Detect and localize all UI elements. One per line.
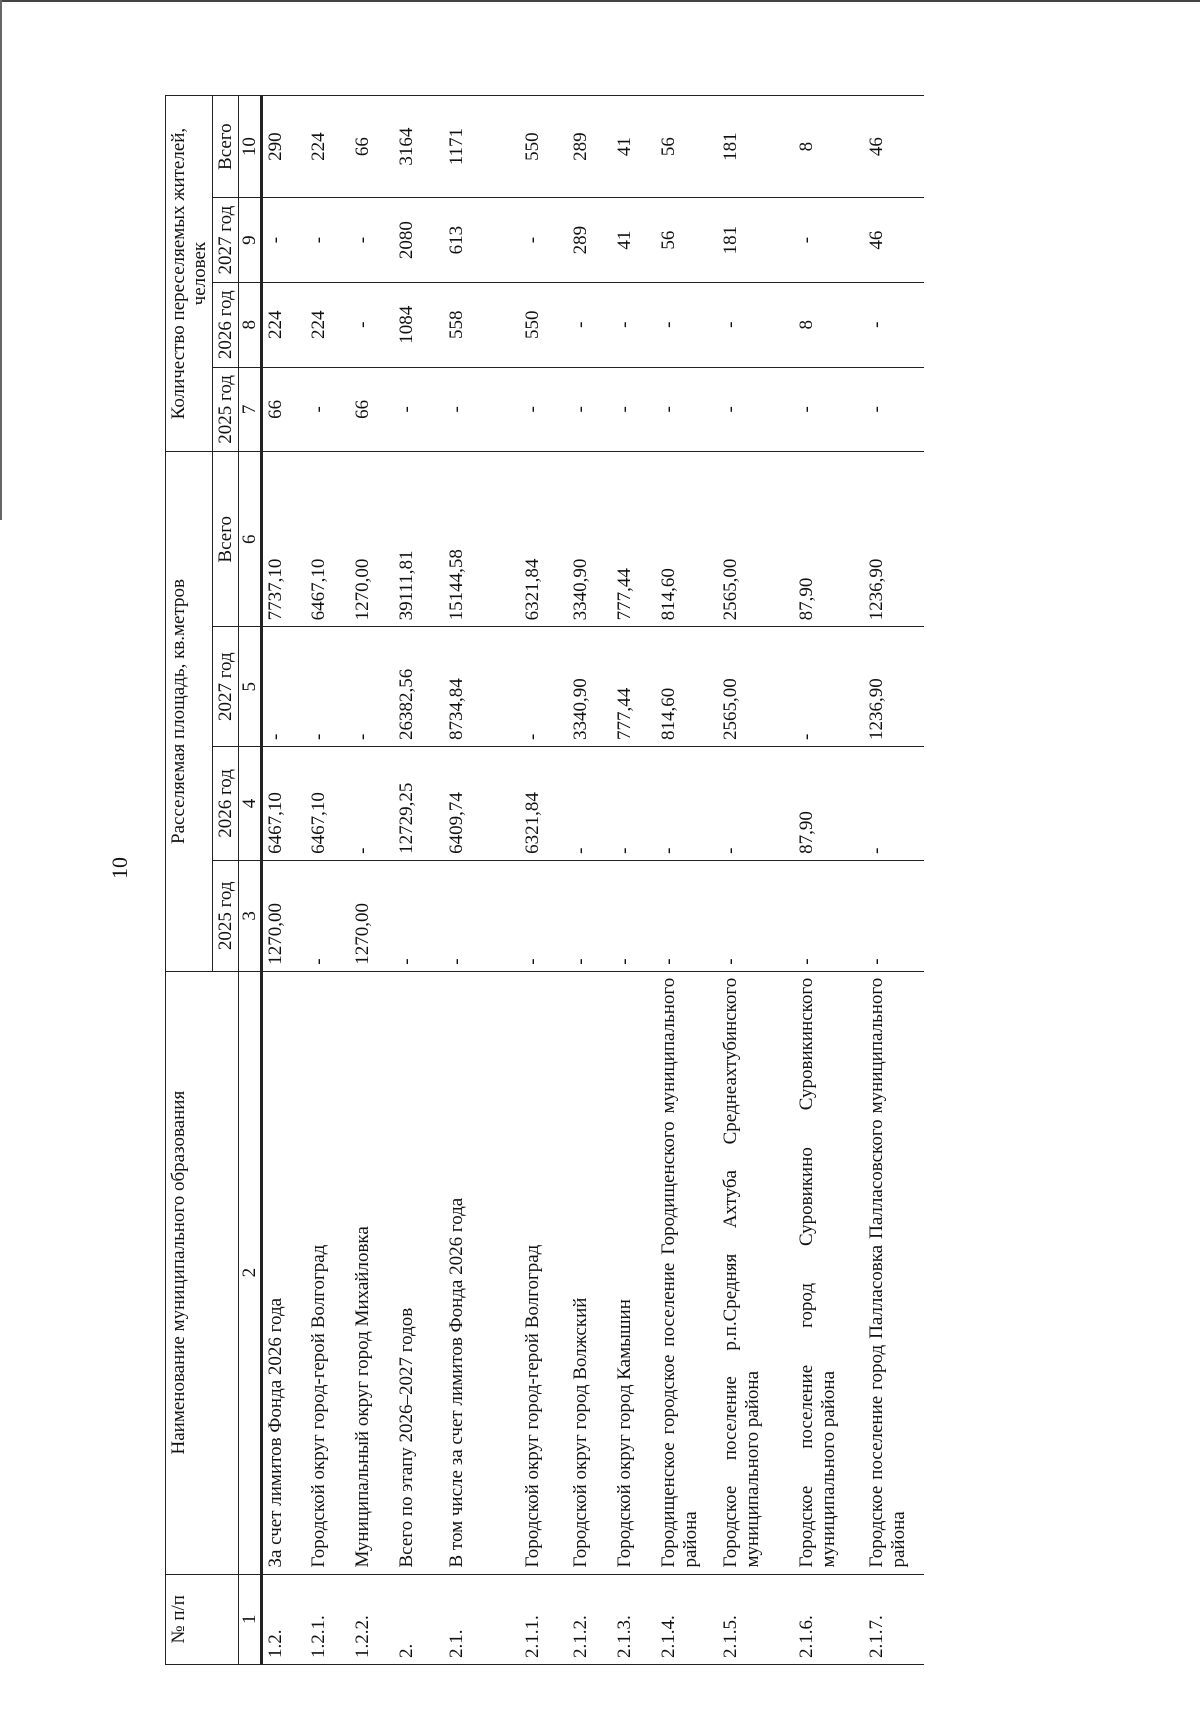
row-code: 2.1.2. [568, 1574, 612, 1664]
people-2027: 2080 [394, 198, 444, 283]
people-2026: 550 [520, 282, 568, 367]
people-2025: - [520, 367, 568, 452]
people-total: 66 [350, 96, 394, 198]
column-number: 4 [239, 747, 262, 861]
area-2025: - [612, 860, 656, 971]
people-2027: 181 [718, 198, 794, 283]
area-2026: - [656, 747, 718, 861]
area-2026: - [718, 747, 794, 861]
people-2025: - [306, 367, 350, 452]
header-people-group: Количество переселяемых жителей, человек [166, 96, 213, 452]
area-2027: 3340,90 [568, 627, 612, 747]
people-2025: - [794, 367, 864, 452]
row-code: 1.2.2. [350, 1574, 394, 1664]
people-2025: - [394, 367, 444, 452]
table-row [350, 96, 394, 1665]
column-number: 1 [239, 1574, 262, 1664]
people-2027: 56 [656, 198, 718, 283]
column-number: 7 [239, 367, 262, 452]
people-total: 41 [612, 96, 656, 198]
people-2025: - [864, 367, 924, 452]
area-2026: 6409,74 [444, 747, 520, 861]
table-row [612, 96, 656, 1665]
people-total: 56 [656, 96, 718, 198]
row-name: Городской округ город-герой Волгоград [306, 971, 350, 1574]
area-2026: - [612, 747, 656, 861]
people-total: 289 [568, 96, 612, 198]
people-2026: 558 [444, 282, 520, 367]
people-2027: - [350, 198, 394, 283]
area-total: 6467,10 [306, 452, 350, 627]
area-total: 6321,84 [520, 452, 568, 627]
header-people-2026: 2026 год [213, 282, 239, 367]
header-municipality: Наименование муниципального образования [166, 971, 239, 1574]
header-area-2026: 2026 год [213, 747, 239, 861]
area-2025: - [394, 860, 444, 971]
people-2026: - [350, 282, 394, 367]
people-2025: - [568, 367, 612, 452]
table-row [520, 96, 568, 1665]
table-row [262, 96, 306, 1665]
row-name: За счет лимитов Фонда 2026 года [262, 971, 306, 1574]
row-code: 1.2. [262, 1574, 306, 1664]
scan-edge-left [0, 0, 2, 520]
people-2027: - [520, 198, 568, 283]
area-2025: - [444, 860, 520, 971]
scan-edge-top [0, 0, 1200, 2]
rotated-page [165, 95, 1065, 1665]
area-2026: - [864, 747, 924, 861]
table-row [864, 96, 924, 1665]
people-total: 181 [718, 96, 794, 198]
area-2027: - [262, 627, 306, 747]
column-number: 8 [239, 282, 262, 367]
column-number: 2 [239, 971, 262, 1574]
header-people-2027: 2027 год [213, 198, 239, 283]
row-name: Городское поселение город Палласовка Палласовского муниципального района [864, 971, 924, 1574]
row-name: В том числе за счет лимитов Фонда 2026 года [444, 971, 520, 1574]
table-row [656, 96, 718, 1665]
people-2027: 46 [864, 198, 924, 283]
table-body [262, 96, 924, 1665]
table-row [794, 96, 864, 1665]
people-2025: - [444, 367, 520, 452]
people-2025: - [656, 367, 718, 452]
row-code: 2.1.4. [656, 1574, 718, 1664]
area-2026: 87,90 [794, 747, 864, 861]
people-2026: 224 [262, 282, 306, 367]
area-2027: 2565,00 [718, 627, 794, 747]
area-2027: - [794, 627, 864, 747]
people-total: 3164 [394, 96, 444, 198]
people-2025: - [718, 367, 794, 452]
area-2025: - [656, 860, 718, 971]
row-code: 1.2.1. [306, 1574, 350, 1664]
row-name: Городской округ город-герой Волгоград [520, 971, 568, 1574]
area-total: 7737,10 [262, 452, 306, 627]
area-2027: 26382,56 [394, 627, 444, 747]
area-2025: - [794, 860, 864, 971]
row-code: 2.1.6. [794, 1574, 864, 1664]
people-2027: - [262, 198, 306, 283]
people-total: 46 [864, 96, 924, 198]
people-2027: 289 [568, 198, 612, 283]
area-2026: - [350, 747, 394, 861]
row-code: 2. [394, 1574, 444, 1664]
area-total: 1270,00 [350, 452, 394, 627]
row-name: Всего по этапу 2026–2027 годов [394, 971, 444, 1574]
area-2025: - [520, 860, 568, 971]
header-people-2025: 2025 год [213, 367, 239, 452]
area-2027: 777,44 [612, 627, 656, 747]
row-code: 2.1. [444, 1574, 520, 1664]
people-2025: 66 [262, 367, 306, 452]
page-number: 10 [107, 857, 132, 879]
area-total: 777,44 [612, 452, 656, 627]
area-2026: 12729,25 [394, 747, 444, 861]
row-name: Городищенское городское поселение Городищенского муниципального района [656, 971, 718, 1574]
area-2027: 1236,90 [864, 627, 924, 747]
area-2025: - [864, 860, 924, 971]
column-number: 6 [239, 452, 262, 627]
area-total: 814,60 [656, 452, 718, 627]
people-2025: 66 [350, 367, 394, 452]
people-2027: 613 [444, 198, 520, 283]
row-name: Городской округ город Волжский [568, 971, 612, 1574]
people-2026: - [568, 282, 612, 367]
area-2025: - [568, 860, 612, 971]
people-2027: - [794, 198, 864, 283]
area-2025: - [718, 860, 794, 971]
people-2026: 8 [794, 282, 864, 367]
area-2025: 1270,00 [350, 860, 394, 971]
people-total: 290 [262, 96, 306, 198]
row-name: Городской округ город Камышин [612, 971, 656, 1574]
area-total: 15144,58 [444, 452, 520, 627]
people-2026: - [718, 282, 794, 367]
header-number: № п/п [166, 1574, 239, 1664]
area-2027: 8734,84 [444, 627, 520, 747]
people-2025: - [612, 367, 656, 452]
area-2027: 814,60 [656, 627, 718, 747]
area-2025: - [306, 860, 350, 971]
row-code: 2.1.1. [520, 1574, 568, 1664]
people-total: 1171 [444, 96, 520, 198]
column-number: 5 [239, 627, 262, 747]
area-2027: - [350, 627, 394, 747]
people-2026: - [864, 282, 924, 367]
row-name: Муниципальный округ город Михайловка [350, 971, 394, 1574]
table-row [718, 96, 794, 1665]
row-name: Городское поселение р.п.Средняя Ахтуба Среднеахтубинского муниципального района [718, 971, 794, 1574]
table-row [306, 96, 350, 1665]
area-2026: 6321,84 [520, 747, 568, 861]
area-2026: - [568, 747, 612, 861]
column-number: 10 [239, 96, 262, 198]
people-2027: - [306, 198, 350, 283]
row-name: Городское поселение город Суровикино Суровикинского муниципального района [794, 971, 864, 1574]
column-number: 3 [239, 860, 262, 971]
row-code: 2.1.7. [864, 1574, 924, 1664]
area-2027: - [306, 627, 350, 747]
area-total: 1236,90 [864, 452, 924, 627]
header-area-2025: 2025 год [213, 860, 239, 971]
header-area-total: Всего [213, 452, 239, 627]
people-2027: 41 [612, 198, 656, 283]
table-row [394, 96, 444, 1665]
area-2027: - [520, 627, 568, 747]
area-total: 39111,81 [394, 452, 444, 627]
people-total: 550 [520, 96, 568, 198]
header-area-group: Расселяемая площадь, кв.метров [166, 452, 213, 972]
table-row [444, 96, 520, 1665]
area-2026: 6467,10 [306, 747, 350, 861]
area-total: 87,90 [794, 452, 864, 627]
header-people-total: Всего [213, 96, 239, 198]
people-2026: - [656, 282, 718, 367]
row-code: 2.1.3. [612, 1574, 656, 1664]
column-number: 9 [239, 198, 262, 283]
area-total: 3340,90 [568, 452, 612, 627]
people-total: 8 [794, 96, 864, 198]
area-2025: 1270,00 [262, 860, 306, 971]
people-2026: - [612, 282, 656, 367]
people-2026: 1084 [394, 282, 444, 367]
resettlement-table [165, 95, 924, 1665]
header-area-2027: 2027 год [213, 627, 239, 747]
people-total: 224 [306, 96, 350, 198]
table-row [568, 96, 612, 1665]
area-2026: 6467,10 [262, 747, 306, 861]
area-total: 2565,00 [718, 452, 794, 627]
people-2026: 224 [306, 282, 350, 367]
row-code: 2.1.5. [718, 1574, 794, 1664]
